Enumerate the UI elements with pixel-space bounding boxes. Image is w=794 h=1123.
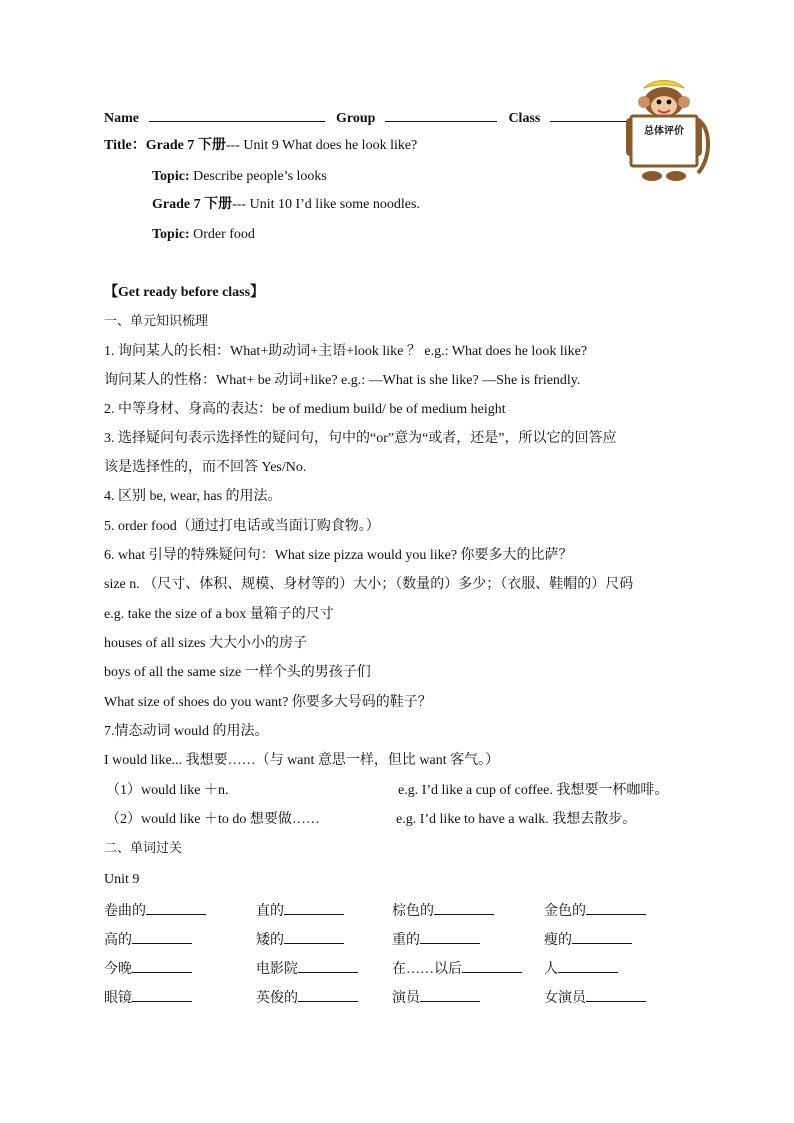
vocab-word: 电影院 [256,962,298,977]
vocab-blank[interactable] [420,930,480,944]
vocab-item[interactable] [104,900,206,920]
knowledge-line: 7.情态动词 would 的用法。 [104,724,269,739]
vocab-blank[interactable] [462,959,522,973]
header-fields [104,108,642,128]
would-row-left: （2）would like ＋to do 想要做…… [106,812,320,827]
topic-a: Describe people’s looks [189,169,327,184]
vocab-item[interactable] [104,958,192,978]
unit9-label: Unit 9 [104,872,140,887]
knowledge-line: 该是选择性的，而不回答 Yes/No. [104,460,307,475]
vocab-word: 在……以后 [392,962,462,977]
knowledge-line: 2. 中等身材、身高的表达：be of medium build/ be of medium height [104,402,506,417]
grade-line-b [152,196,420,214]
topic-label-b: Topic: [152,227,190,242]
vocab-item[interactable] [544,987,646,1007]
vocab-word: 矮的 [256,933,284,948]
name-label: Name [104,111,139,126]
name-field[interactable] [149,108,325,122]
vocab-blank[interactable] [572,930,632,944]
vocab-row [104,958,684,976]
vocab-word: 卷曲的 [104,904,146,919]
unit-a: --- Unit 9 What does he look like? [225,138,418,153]
group-field[interactable] [385,108,497,122]
vocab-word: 瘦的 [544,933,572,948]
vocab-item[interactable] [544,958,618,978]
vocab-blank[interactable] [146,901,206,915]
title-line [104,137,417,155]
vocab-blank[interactable] [132,988,192,1002]
vocab-word: 直的 [256,904,284,919]
vocab-word: 演员 [392,991,420,1006]
vocab-blank[interactable] [284,930,344,944]
vocab-blank[interactable] [298,959,358,973]
vocab-word: 眼镜 [104,991,132,1006]
knowledge-line: 6. what 引导的特殊疑问句：What size pizza would you like? 你要多大的比萨？ [104,548,573,563]
vocab-item[interactable] [256,929,344,949]
vocab-row [104,900,684,918]
knowledge-line: 3. 选择疑问句表示选择性的疑问句，句中的“or”意为“或者，还是”，所以它的回答应 [104,431,617,446]
section-two-heading: 二、单词过关 [104,841,183,856]
class-label: Class [508,111,541,126]
vocab-word: 人 [544,962,558,977]
vocab-word: 英俊的 [256,991,298,1006]
topic-label-a: Topic: [152,169,190,184]
vocab-blank[interactable] [132,959,192,973]
vocab-item[interactable] [392,958,522,978]
grade-b: Grade 7 下册 [152,197,233,212]
group-label: Group [336,111,376,126]
knowledge-line: houses of all sizes 大大小小的房子 [104,636,307,651]
would-row-right: e.g. I’d like a cup of coffee. 我想要一杯咖啡。 [398,783,669,798]
grade-a: Grade 7 下册 [145,138,226,153]
knowledge-line: 1. 询问某人的长相：What+助动词+主语+look like ？ e.g.: What does he look like? [104,344,588,359]
vocab-row [104,929,684,947]
knowledge-line: e.g. take the size of a box 量箱子的尺寸 [104,607,334,622]
knowledge-line: I would like... 我想要……（与 want 意思一样，但比 want 客气。） [104,753,500,768]
vocab-blank[interactable] [586,988,646,1002]
knowledge-line: size n. （尺寸、体积、规模、身材等的）大小；（数量的）多少；（衣服、鞋帽的）尺码 [104,577,634,592]
vocab-word: 重的 [392,933,420,948]
vocab-item[interactable] [256,987,358,1007]
topic-line-b [152,226,255,244]
vocab-word: 女演员 [544,991,586,1006]
vocab-item[interactable] [104,929,192,949]
knowledge-line: What size of shoes do you want? 你要多大号码的鞋子？ [104,695,432,710]
vocab-word: 高的 [104,933,132,948]
vocab-item[interactable] [544,929,632,949]
vocab-item[interactable] [256,900,344,920]
knowledge-line: 5. order food（通过打电话或当面订购食物。） [104,519,380,534]
knowledge-line: boys of all the same size 一样个头的男孩子们 [104,665,371,680]
title-label: Title： [104,138,146,153]
vocab-item[interactable] [256,958,358,978]
would-row-right: e.g. I’d like to have a walk. 我想去散步。 [396,812,637,827]
vocab-row [104,987,684,1005]
vocab-blank[interactable] [298,988,358,1002]
vocab-word: 棕色的 [392,904,434,919]
vocab-item[interactable] [392,987,480,1007]
topic-b: Order food [189,227,255,242]
knowledge-line: 询问某人的性格：What+ be 动词+like? e.g.: —What is she like? —She is friendly. [104,373,581,388]
vocab-item[interactable] [392,900,494,920]
vocab-item[interactable] [544,900,646,920]
vocab-blank[interactable] [420,988,480,1002]
knowledge-line: 4. 区别 be, wear, has 的用法。 [104,489,282,504]
topic-line-a [152,168,327,186]
section-one-heading: 一、单元知识梳理 [104,314,209,329]
vocab-item[interactable] [104,987,192,1007]
vocab-word: 金色的 [544,904,586,919]
vocab-blank[interactable] [558,959,618,973]
vocab-blank[interactable] [586,901,646,915]
unit-b: --- Unit 10 I’d like some noodles. [232,197,420,212]
vocab-item[interactable] [392,929,480,949]
monkey-evaluation-badge-icon [614,78,714,188]
vocab-word: 今晚 [104,962,132,977]
section-ready: 【Get ready before class】 [104,285,265,300]
badge-text: 总体评价 [644,126,684,137]
would-row-left: （1）would like ＋n. [106,783,229,798]
vocab-blank[interactable] [284,901,344,915]
vocab-blank[interactable] [132,930,192,944]
vocab-blank[interactable] [434,901,494,915]
